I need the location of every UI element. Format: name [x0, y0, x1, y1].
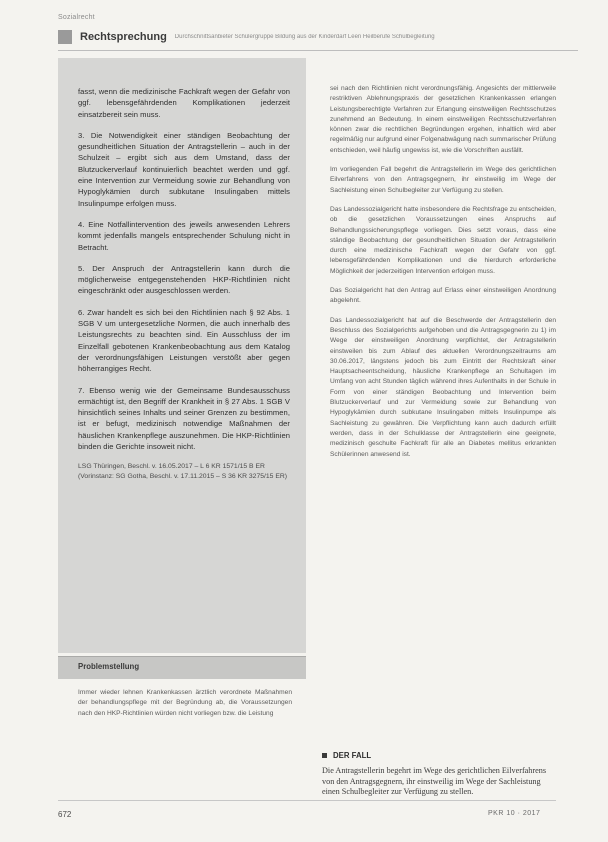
leitsatz-box: [58, 58, 306, 653]
body-paragraph: Das Landessozialgericht hat auf die Beschwerde der Antragstellerin den Beschluss des Sozialgerichts aufgehoben und die Antragsgegnerin zu 1) im Wege der einstweiligen Anordnung verpflichtet, der Antragstellerin einstweilen bis zum Ablauf des aktuellen Verordnungszeitraums am 30.06.2017, längstens jedoch bis zum Eintritt der Rechtskraft einer Hauptsacheentscheidung, häusliche Krankenpflege an Schultagen im Umfang von acht Stunden täglich während ihres Aufenthalts in der Schule in Form von einer ständigen Beobachtung und Intervention beim Blutzuckerverlauf und zur Vermeidung sowie zur Behandlung von Hypoglykämien durch subkutane Insulingaben mittels Insulinpumpe als Sachleistung zu gewähren. Die Verpflichtung kann auch dadurch erfüllt werden, dass in der Schulklasse der Antragstellerin eine geeignete, medizinisch geschulte Fachkraft für alle an Diabetes mellitus erkrankten Schülerinnen anwesend ist.: [330, 316, 556, 458]
court-citation: LSG Thüringen, Beschl. v. 16.05.2017 – L 6 KR 1571/15 B ER (Vorinstanz: SG Gotha, Beschl. v. 17.11.2015 – S 36 KR 3275/15 ER): [78, 463, 288, 480]
page-header: [58, 26, 578, 48]
body-paragraph: Das Landessozialgericht hatte insbesondere die Rechtsfrage zu entscheiden, ob die gesetzlichen Voraussetzungen eines Anspruchs auf Behandlungssicherungspflege vorliegen. Dies setzt voraus, dass eine ständige Beobachtung der gesundheitlichen Situation der Antragstellerin durch eine medizinische Fachkraft wegen der Gefahr von ggf. lebensgefährdenden Komplikationen und die hierdurch erforderliche Möglichkeit der jederzeitigen Intervention erfolgen muss.: [330, 205, 556, 275]
right-column: [330, 84, 556, 469]
footer-divider: [58, 800, 556, 801]
leitsatz-paragraph: 4. Eine Notfallintervention des jeweils anwesenden Lehrers kommt jedenfalls mangels entsprechender Schulung nicht in Betracht.: [78, 219, 290, 252]
page-number: 672: [58, 810, 72, 819]
body-paragraph: Im vorliegenden Fall begehrt die Antragstellerin im Wege des gerichtlichen Eilverfahrens von den Antragsgegnern, ihr einstweilig im Wege der Sachleistung einen Schulbegleiter zur Verfügung zu stellen.: [330, 166, 556, 194]
journal-issue: PKR 10 · 2017: [488, 810, 541, 817]
leitsatz-paragraph: 6. Zwar handelt es sich bei den Richtlinien nach § 92 Abs. 1 SGB V um untergesetzliche Normen, die auch innerhalb des Leistungsrechts zu beachten sind. Ein Ausschluss der im Einzelfall gebotenen Krankenbeobachtung aus dem Katalog der verordnungsfähigen Leistungen verstößt aber gegen höherrangiges Recht.: [78, 307, 290, 374]
header-square-icon: [58, 30, 72, 44]
fall-heading: [322, 751, 371, 760]
header-title: Rechtsprechung: [80, 31, 167, 43]
fall-heading-label: DER FALL: [333, 751, 372, 760]
body-paragraph: Das Sozialgericht hat den Antrag auf Erlass einer einstweiligen Anordnung abgelehnt.: [330, 287, 556, 305]
leitsatz-paragraph: 7. Ebenso wenig wie der Gemeinsame Bundesausschuss ermächtigt ist, den Begriff der Krankheit in § 27 Abs. 1 SGB V hinsichtlich seines Inhalts und seiner Grenzen zu bestimmen, ist er befugt, medizinisch notwendige Maßnahmen der häuslichen Krankenpflege auszunehmen. Die HKP-Richtlinien binden die Gerichte insoweit nicht.: [78, 385, 290, 452]
problem-text-block: [78, 688, 292, 719]
leitsatz-paragraph: 3. Die Notwendigkeit einer ständigen Beobachtung der gesundheitlichen Situation der Antragstellerin – auch in der Schulzeit – ergibt sich aus dem Umstand, dass der Blutzuckerverlauf kontinuierlich beachtet werden und ggf. eine Intervention zur Vermeidung sowie zur Behandlung von Hypoglykämien durch subkutane Insulingaben mittels Insulinpumpe erfolgen muss.: [78, 130, 290, 208]
header-divider: [58, 50, 578, 51]
problem-heading: Problemstellung: [78, 662, 140, 671]
leitsatz-paragraph: 5. Der Anspruch der Antragstellerin kann durch die möglicherweise entgegenstehenden HKP-Richtlinien nicht eingeschränkt oder ausgeschlossen werden.: [78, 263, 290, 296]
fall-paragraph: Die Antragstellerin begehrt im Wege des gerichtlichen Eilverfahrens von den Antragsgegnern, ihr einstweilig im Wege der Sachleistung einen Schulbegleiter zur Verfügung zu stellen.: [322, 766, 547, 797]
problem-heading-bar: [58, 656, 306, 679]
square-bullet-icon: [322, 753, 327, 758]
leitsatz-content: [78, 86, 290, 481]
section-label: Sozialrecht: [58, 14, 95, 21]
body-paragraph: sei nach den Richtlinien nicht verordnungsfähig. Angesichts der mittlerweile restriktiven Ablehnungspraxis der gesetzlichen Krankenkassen erlangen Leistungsberechtigte Verfahren zur Erlangung einstweiligen Rechtsschutzes zunehmend an Bedeutung. In einem einstweiligen Rechtsschutzverfahren können zwar die rechtlichen Begründungen ergehen, inhaltlich wird aber regelmäßig nur aufgrund einer Folgenabwägung nach summarischer Prüfung entschieden, weil häufig ungewiss ist, wie die Vorschriften ausfällt.: [330, 85, 556, 154]
leitsatz-paragraph: fasst, wenn die medizinische Fachkraft wegen der Gefahr von ggf. lebensgefährdenden Komplikationen jederzeit einsatzbereit sein muss.: [78, 87, 290, 119]
header-subtitle: Durchschnittsanbieter Schülergruppe Bildung aus der Kinderdarf Leen Heilberufe Schulbegleitung: [174, 34, 435, 40]
problem-paragraph: Immer wieder lehnen Krankenkassen ärztlich verordnete Maßnahmen der behandlungspflege mit der Begründung ab, die Voraussetzungen nach den HKP-Richtlinien würden nicht vorliegen bzw. die Leistung: [78, 689, 292, 717]
